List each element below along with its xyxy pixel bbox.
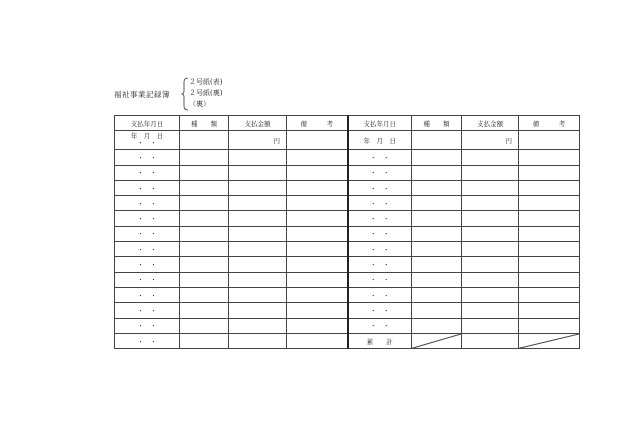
kind-cell [180,226,229,241]
kind-cell [180,303,229,318]
date-cell-right: ・ ・ [348,257,412,272]
form-title: 福祉事業記録簿 [114,90,170,99]
date-cell: ・ ・ [115,318,180,333]
remarks-cell-right [519,226,580,241]
variant-reverse: （裏） [189,100,210,108]
remarks-cell [287,165,348,180]
amount-cell-right [462,150,519,165]
amount-cell-right [462,287,519,302]
kind-cell [180,211,229,226]
amount-cell-right [462,165,519,180]
remarks-cell [287,257,348,272]
remarks-cell [287,272,348,287]
kind-cell [180,150,229,165]
date-cell: ・ ・ [115,211,180,226]
kind-cell-right [412,180,462,195]
header-kind-right: 種 類 [412,116,462,131]
header-amount-right: 支払金額 [462,116,519,131]
date-cell-right: ・ ・ [348,211,412,226]
amount-cell-right [462,272,519,287]
kind-cell-right [412,257,462,272]
variant-front: ２号紙(表) [189,78,223,86]
date-cell-right: ・ ・ [348,303,412,318]
amount-cell-right [462,180,519,195]
brace-icon [181,77,189,111]
remarks-cell [287,150,348,165]
variant-back: ２号紙(裏) [189,89,223,97]
date-cell-right: ・ ・ [348,196,412,211]
date-cell [115,131,180,150]
remarks-cell-right [519,131,580,150]
remarks-cell [287,196,348,211]
table-row [115,196,580,211]
date-dots: ・ ・ [137,139,157,148]
ledger-table [114,115,580,349]
date-cell: ・ ・ [115,165,180,180]
date-cell-right: ・ ・ [348,242,412,257]
remarks-cell [287,318,348,333]
amount-cell-right [462,303,519,318]
table-row [115,131,580,150]
kind-cell [180,242,229,257]
kind-cell-right [412,272,462,287]
amount-cell [229,150,287,165]
diagonal-slash [519,334,579,348]
kind-cell [180,318,229,333]
kind-cell-right [412,165,462,180]
date-cell-right: ・ ・ [348,150,412,165]
date-cell-right: ・ ・ [348,165,412,180]
form-variants [189,77,222,110]
header-row [115,116,580,131]
header-date: 支払年月日 [115,116,180,131]
date-cell: ・ ・ [115,242,180,257]
amount-cell: 円 [229,131,287,150]
amount-cell [229,211,287,226]
date-cell: ・ ・ [115,226,180,241]
date-cell: ・ ・ [115,150,180,165]
table-row [115,257,580,272]
kind-cell [180,180,229,195]
amount-cell-right [462,226,519,241]
kind-cell [180,287,229,302]
date-cell-right: ・ ・ [348,272,412,287]
remarks-cell-right [519,242,580,257]
remarks-cell [287,226,348,241]
table-row [115,303,580,318]
remarks-cell-right [519,180,580,195]
amount-cell [229,318,287,333]
remarks-cell [287,211,348,226]
kind-cell [180,196,229,211]
total-label-cell: 累 計 [348,333,412,348]
header-remarks: 備 考 [287,116,348,131]
kind-cell [180,257,229,272]
amount-cell [229,303,287,318]
date-cell-right: 年 月 日 [348,131,412,150]
amount-cell [229,272,287,287]
amount-cell-right [462,211,519,226]
remarks-cell [287,287,348,302]
table-row [115,180,580,195]
header-amount: 支払金額 [229,116,287,131]
table-row [115,211,580,226]
kind-cell [180,333,229,348]
header-kind: 種 類 [180,116,229,131]
kind-cell [180,165,229,180]
remarks-cell [287,180,348,195]
diagonal-slash [412,334,461,348]
kind-cell-right [412,303,462,318]
remarks-cell [287,333,348,348]
amount-cell-right [462,196,519,211]
amount-cell-right [462,318,519,333]
kind-cell-right [412,226,462,241]
kind-cell-right [412,131,462,150]
remarks-cell [287,303,348,318]
kind-cell-disabled [412,333,462,348]
header-remarks-right: 備 考 [519,116,580,131]
date-cell: ・ ・ [115,257,180,272]
table-row [115,318,580,333]
date-cell: ・ ・ [115,272,180,287]
date-cell: ・ ・ [115,287,180,302]
table-row [115,333,580,348]
date-cell: ・ ・ [115,303,180,318]
amount-cell [229,242,287,257]
amount-cell-right [462,242,519,257]
amount-cell [229,257,287,272]
kind-cell-right [412,150,462,165]
remarks-cell [287,131,348,150]
remarks-cell-right [519,257,580,272]
remarks-cell-right [519,272,580,287]
amount-cell [229,287,287,302]
kind-cell [180,272,229,287]
amount-cell [462,333,519,348]
remarks-cell-right [519,196,580,211]
remarks-cell-right [519,303,580,318]
amount-cell [229,165,287,180]
header-date-right: 支払年月日 [348,116,412,131]
remarks-cell-disabled [519,333,580,348]
remarks-cell-right [519,165,580,180]
remarks-cell [287,242,348,257]
date-cell: ・ ・ [115,196,180,211]
remarks-cell-right [519,287,580,302]
amount-cell [229,333,287,348]
amount-cell-right: 円 [462,131,519,150]
date-unit-label: 年 月 日 [130,132,164,141]
kind-cell-right [412,242,462,257]
date-cell: ・ ・ [115,333,180,348]
table-row [115,287,580,302]
kind-cell-right [412,318,462,333]
remarks-cell-right [519,150,580,165]
date-cell: ・ ・ [115,180,180,195]
date-cell-right: ・ ・ [348,287,412,302]
kind-cell-right [412,196,462,211]
remarks-cell-right [519,211,580,226]
amount-cell [229,226,287,241]
kind-cell [180,131,229,150]
date-cell-right: ・ ・ [348,180,412,195]
amount-cell [229,196,287,211]
kind-cell-right [412,287,462,302]
date-cell-right: ・ ・ [348,318,412,333]
date-cell-right: ・ ・ [348,226,412,241]
amount-cell [229,180,287,195]
kind-cell-right [412,211,462,226]
table-row [115,165,580,180]
table-row [115,272,580,287]
table-row [115,226,580,241]
table-row [115,242,580,257]
amount-cell-right [462,257,519,272]
table-row [115,150,580,165]
ledger-body [115,131,580,349]
remarks-cell-right [519,318,580,333]
